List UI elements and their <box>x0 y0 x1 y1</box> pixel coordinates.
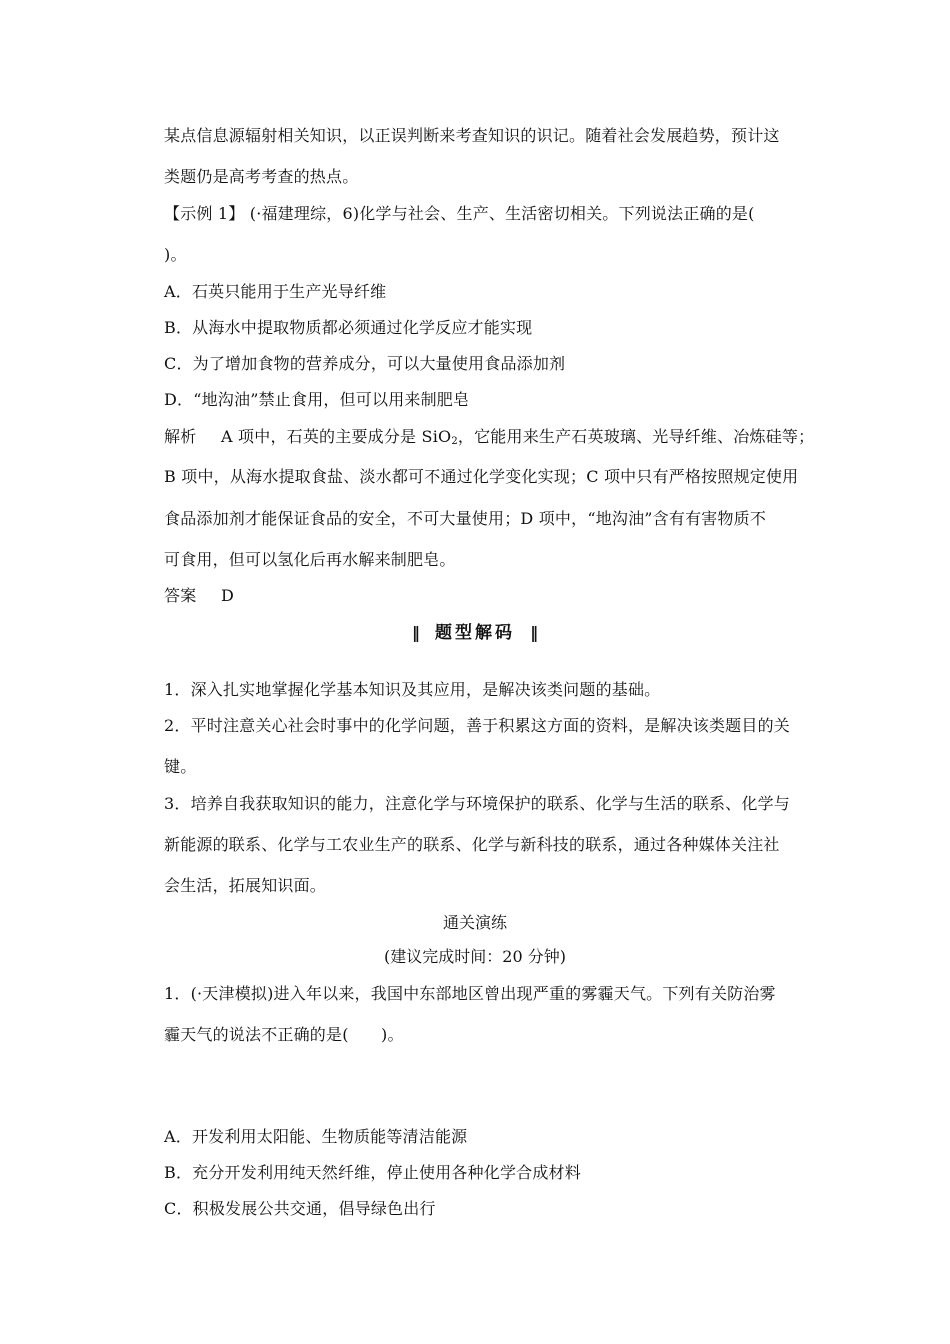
analysis-line <box>164 426 814 453</box>
subscript: 2 <box>451 436 458 447</box>
analysis-line: B 项中，从海水提取食盐、淡水都可不通过化学变化实现；C 项中只有严格按照规定使用 <box>164 467 799 486</box>
example-question: 【示例 1】 (·福建理综，6)化学与社会、生产、生活密切相关。下列说法正确的是( <box>164 204 755 223</box>
option-b: B．从海水中提取物质都必须通过化学反应才能实现 <box>164 318 533 337</box>
heading-bar-right: ‖ <box>530 623 539 642</box>
tip-3: 3．培养自我获取知识的能力，注意化学与环境保护的联系、化学与生活的联系、化学与 <box>164 794 790 813</box>
analysis-line: 食品添加剂才能保证食品的安全，不可大量使用；D 项中，“地沟油”含有有害物质不 <box>164 509 767 528</box>
intro-line: 某点信息源辐射相关知识，以正误判断来考查知识的识记。随着社会发展趋势，预计这 <box>164 126 780 145</box>
answer-value: D <box>221 586 235 605</box>
section-title: 题型解码 <box>435 623 515 643</box>
heading-bar-left: ‖ <box>411 623 420 642</box>
practice-title: 通关演练 <box>442 913 507 932</box>
analysis-text: A 项中，石英的主要成分是 SiO <box>221 427 452 446</box>
answer-label: 答案 <box>164 586 197 605</box>
tip-1: 1．深入扎实地掌握化学基本知识及其应用，是解决该类问题的基础。 <box>164 680 661 699</box>
question-1: 1．(·天津模拟)进入年以来，我国中东部地区曾出现严重的雾霾天气。下列有关防治雾 <box>164 984 776 1003</box>
question-1-cont: 霾天气的说法不正确的是( )。 <box>164 1025 404 1044</box>
tip-2-cont: 键。 <box>164 757 197 776</box>
option-c: C．为了增加食物的营养成分，可以大量使用食品添加剂 <box>164 354 566 373</box>
analysis-text: ，它能用来生产石英玻璃、光导纤维、冶炼硅等； <box>457 427 815 446</box>
analysis-line: 可食用，但可以氢化后再水解来制肥皂。 <box>164 550 456 569</box>
answer-line <box>164 585 234 607</box>
analysis-label: 解析 <box>164 427 197 446</box>
practice-time: (建议完成时间：20 分钟) <box>384 947 566 966</box>
intro-line: 类题仍是高考考查的热点。 <box>164 167 359 186</box>
example-question-end: )。 <box>164 245 187 264</box>
option-d: D．“地沟油”禁止食用，但可以用来制肥皂 <box>164 390 470 409</box>
tip-2: 2．平时注意关心社会时事中的化学问题，善于积累这方面的资料，是解决该类题目的关 <box>164 716 790 735</box>
q1-option-a: A．开发利用太阳能、生物质能等清洁能源 <box>164 1127 468 1146</box>
tip-3-cont: 新能源的联系、化学与工农业生产的联系、化学与新科技的联系，通过各种媒体关注社 <box>164 835 780 854</box>
option-a: A．石英只能用于生产光导纤维 <box>164 282 387 301</box>
section-heading <box>0 622 950 644</box>
tip-3-cont: 会生活，拓展知识面。 <box>164 876 327 895</box>
q1-option-b: B．充分开发利用纯天然纤维，停止使用各种化学合成材料 <box>164 1163 581 1182</box>
q1-option-c: C．积极发展公共交通，倡导绿色出行 <box>164 1199 436 1218</box>
